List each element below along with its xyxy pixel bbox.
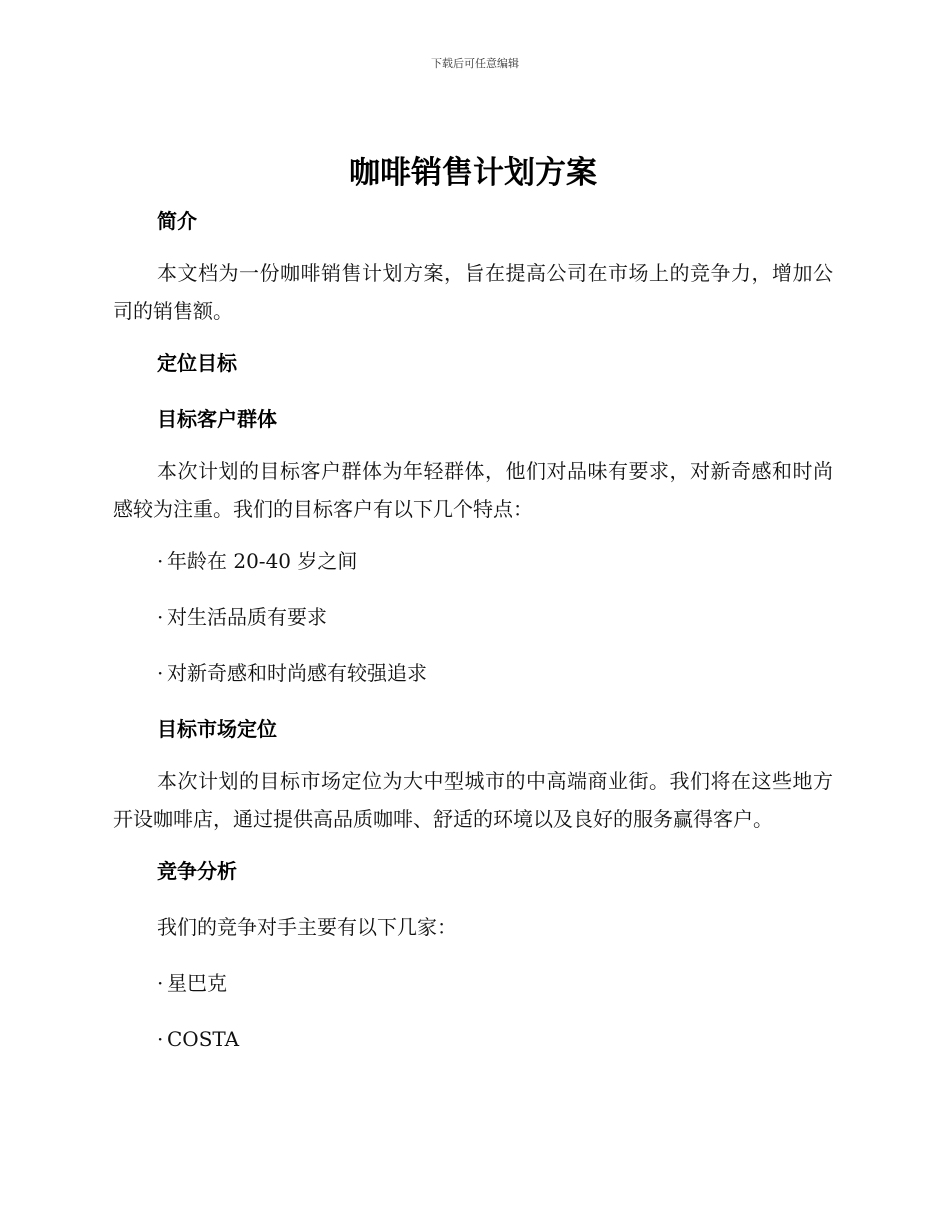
list-item	[113, 1024, 833, 1054]
header-note: 下载后可任意编辑	[431, 57, 519, 70]
bullet-dot: ·	[157, 605, 164, 629]
heading-competition: 竞争分析	[157, 859, 237, 883]
bullet-dot: ·	[157, 1027, 164, 1051]
list-item	[113, 658, 833, 688]
document-body	[113, 148, 833, 1054]
paragraph-target-market: 本次计划的目标市场定位为大中型城市的中高端商业街。我们将在这些地方开设咖啡店，通过提供高品质咖啡、舒适的环境以及良好的服务赢得客户。	[113, 769, 833, 831]
heading-target-customers: 目标客户群体	[157, 407, 277, 431]
list-item	[113, 602, 833, 632]
heading-positioning: 定位目标	[157, 351, 237, 375]
list-item-text: COSTA	[167, 1027, 240, 1051]
bullet-dot: ·	[157, 971, 164, 995]
bullet-dot: ·	[157, 661, 164, 685]
list-item	[113, 546, 833, 576]
paragraph-competition: 我们的竞争对手主要有以下几家：	[157, 915, 457, 939]
paragraph-target-customers: 本次计划的目标客户群体为年轻群体，他们对品味有要求，对新奇感和时尚感较为注重。我们的目标客户有以下几个特点：	[113, 459, 833, 521]
heading-target-market: 目标市场定位	[157, 717, 277, 741]
heading-intro: 简介	[157, 209, 197, 233]
list-item	[113, 968, 833, 998]
list-item-text: 年龄在 20-40 岁之间	[167, 549, 358, 573]
paragraph-intro: 本文档为一份咖啡销售计划方案，旨在提高公司在市场上的竞争力，增加公司的销售额。	[113, 261, 833, 323]
list-item-text: 对新奇感和时尚感有较强追求	[167, 661, 427, 685]
bullet-dot: ·	[157, 549, 164, 573]
document-title: 咖啡销售计划方案	[349, 155, 597, 191]
list-item-text: 对生活品质有要求	[167, 605, 327, 629]
list-item-text: 星巴克	[167, 971, 227, 995]
